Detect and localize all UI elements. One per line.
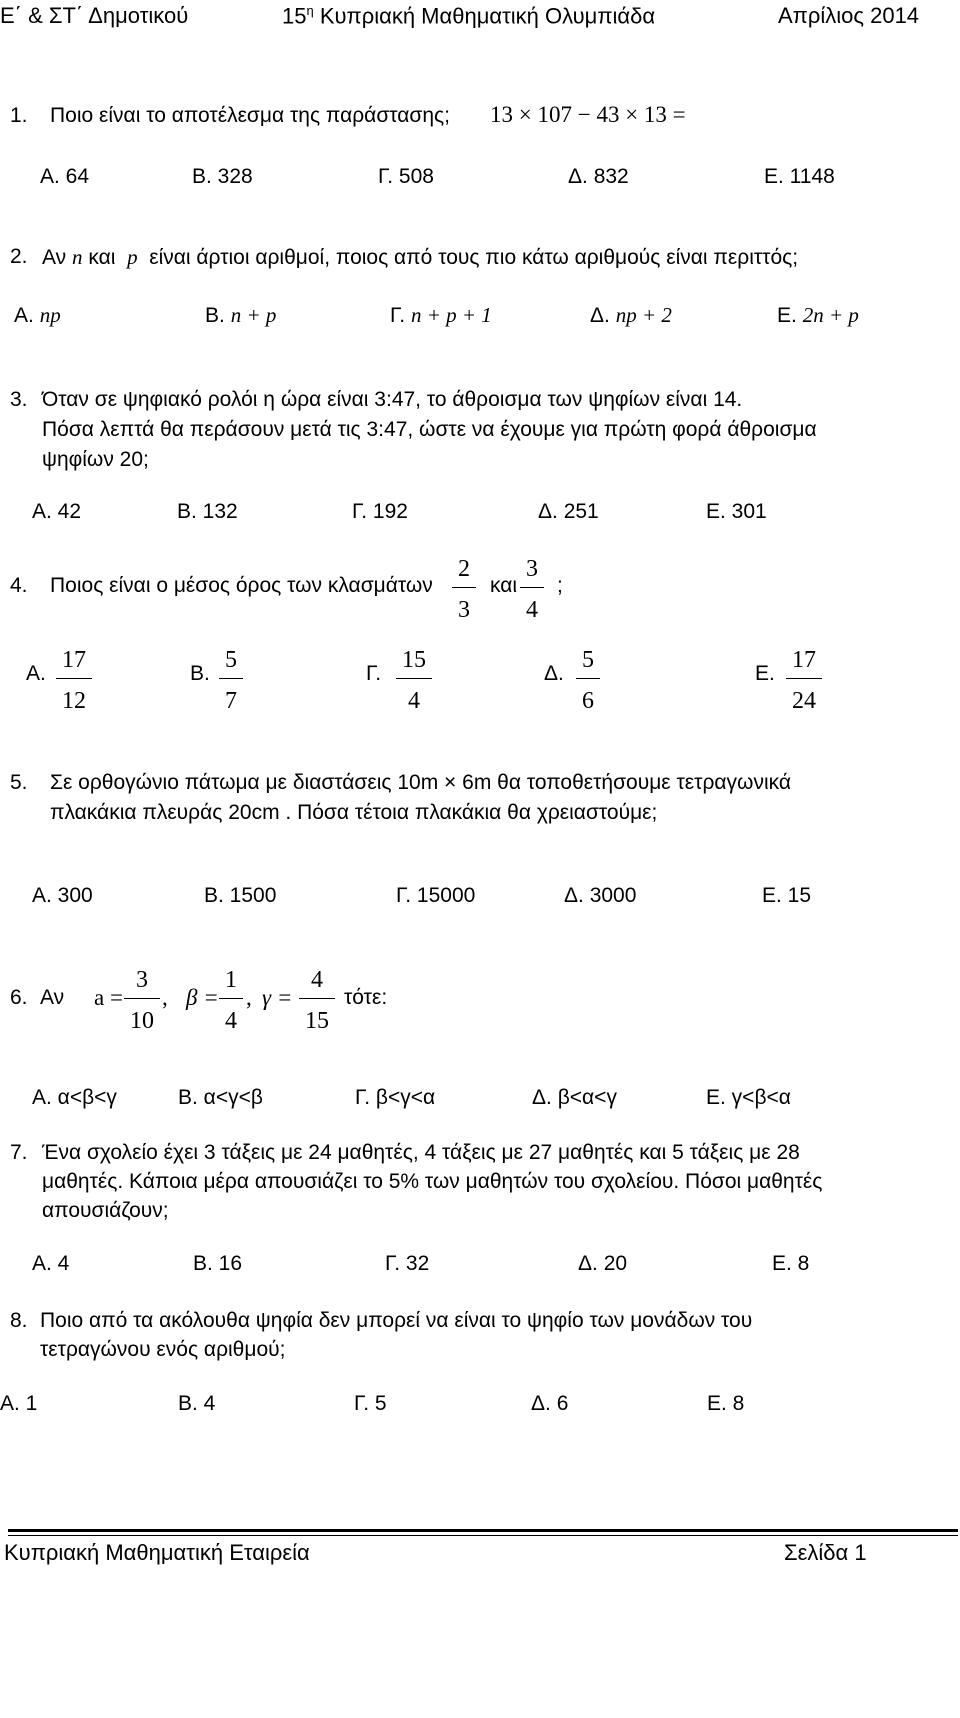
fraction-numerator: 17 (62, 647, 86, 673)
q7-option-c: Γ. 32 (385, 1252, 430, 1275)
q6-a-fraction (124, 968, 160, 1033)
q5-option-b: Β. 1500 (204, 884, 277, 907)
q6-post: τότε: (344, 986, 388, 1009)
q6-a-var: a = (94, 985, 123, 1010)
fraction-numerator: 4 (311, 967, 323, 993)
q1-text: Ποιο είναι το αποτέλεσμα της παράστασης; (50, 104, 451, 127)
fraction-denominator: 10 (130, 1008, 154, 1034)
q4-option-e-fraction (786, 648, 822, 713)
q2-option-a (14, 303, 61, 328)
footer-society: Κυπριακή Μαθηματική Εταιρεία (4, 1540, 310, 1565)
q2-option-d (590, 303, 672, 328)
q4-option-d-fraction (576, 648, 600, 713)
olympiad-title: Κυπριακή Μαθηματική Ολυμπιάδα (313, 3, 656, 29)
q7-option-e: Ε. 8 (772, 1252, 810, 1275)
q3-line-2: Πόσα λεπτά θα περάσουν μετά τις 3:47, ώστε να έχουμε για πρώτη φορά άθροισμα (42, 418, 817, 441)
q7-number: 7. (10, 1141, 28, 1164)
fraction-numerator: 2 (458, 556, 470, 582)
q4-option-a-fraction (56, 648, 92, 713)
q6-b-fraction (219, 968, 243, 1033)
q2-post: είναι άρτιοι αριθμοί, ποιος από τους πιο κάτω αριθμούς είναι περιττός; (149, 246, 799, 269)
q6-b-var: β = (186, 985, 219, 1010)
q6-comma-1: , (162, 985, 168, 1010)
q2-pre: Αν (42, 246, 67, 269)
q7-line-1: Ένα σχολείο έχει 3 τάξεις με 24 μαθητές, 4 τάξεις με 27 μαθητές και 5 τάξεις με 28 (42, 1141, 800, 1164)
q2-var-p: p (127, 245, 138, 269)
fraction-numerator: 3 (136, 967, 148, 993)
q4-option-c-label: Γ. (366, 662, 382, 685)
fraction-denominator: 4 (526, 597, 538, 623)
q6-number: 6. (10, 986, 28, 1009)
q6-comma-2: , (246, 985, 252, 1010)
q8-option-d: Δ. 6 (531, 1392, 569, 1415)
fraction-denominator: 4 (408, 688, 420, 714)
q8-option-c: Γ. 5 (354, 1392, 387, 1415)
q4-option-b-label: Β. (190, 662, 210, 685)
q6-option-c: Γ. β<γ<α (355, 1086, 436, 1109)
fraction-denominator: 6 (582, 688, 594, 714)
q6-g-var: γ = (262, 985, 293, 1010)
q4-question-mark: ; (557, 574, 563, 597)
fraction-numerator: 3 (526, 556, 538, 582)
q1-option-e: Ε. 1148 (764, 165, 835, 188)
q1-option-a: Α. 64 (40, 165, 90, 188)
q2-option-d-expr: np + 2 (615, 303, 672, 327)
q5-option-c: Γ. 15000 (396, 884, 476, 907)
q2-option-a-expr: np (39, 303, 61, 327)
fraction-denominator: 12 (62, 688, 86, 714)
q8-option-e: Ε. 8 (707, 1392, 745, 1415)
fraction-denominator: 15 (305, 1008, 329, 1034)
q5-option-e: Ε. 15 (762, 884, 812, 907)
q1-number: 1. (10, 104, 28, 127)
q6-option-a: Α. α<β<γ (32, 1086, 117, 1109)
q1-option-c: Γ. 508 (378, 165, 434, 188)
header-date: Απρίλιος 2014 (778, 3, 920, 28)
q3-line-1: Όταν σε ψηφιακό ρολόι η ώρα είναι 3:47, το άθροισμα των ψηφίων είναι 14. (42, 388, 743, 411)
footer-rule-thin (8, 1535, 958, 1536)
header-grade: Ε΄ & ΣΤ΄ Δημοτικού (0, 3, 189, 28)
q2-option-b (205, 303, 276, 328)
q5-option-a: Α. 300 (32, 884, 93, 907)
q8-option-a: Α. 1 (0, 1392, 38, 1415)
fraction-denominator: 3 (458, 597, 470, 623)
q8-number: 8. (10, 1309, 28, 1332)
q3-option-c: Γ. 192 (352, 500, 408, 523)
q5-line-2: πλακάκια πλευράς 20cm . Πόσα τέτοια πλακάκια θα χρειαστούμε; (50, 801, 658, 824)
q2-option-e-label: Ε. (777, 304, 797, 327)
olympiad-number: 15 (282, 3, 307, 29)
q5-number: 5. (10, 771, 28, 794)
q8-line-1: Ποιο από τα ακόλουθα ψηφία δεν μπορεί να είναι το ψηφίο των μονάδων του (40, 1309, 753, 1332)
fraction-denominator: 24 (792, 688, 816, 714)
q2-option-a-label: Α. (14, 304, 34, 327)
fraction-numerator: 17 (792, 647, 816, 673)
footer-rule-thick (8, 1529, 958, 1532)
q2-option-c-expr: n + p + 1 (410, 303, 492, 327)
q2-option-b-expr: n + p (230, 303, 277, 327)
q2-option-e-expr: 2n + p (802, 303, 859, 327)
fraction-numerator: 15 (402, 647, 426, 673)
q4-option-c-fraction (396, 648, 432, 713)
q1-option-b: Β. 328 (192, 165, 253, 188)
header-olympiad (282, 3, 655, 29)
q4-number: 4. (10, 574, 28, 597)
q2-option-b-label: Β. (205, 304, 225, 327)
q7-option-d: Δ. 20 (578, 1252, 628, 1275)
q4-fraction-1 (452, 557, 476, 622)
q3-line-3: ψηφίων 20; (42, 448, 149, 471)
q4-fraction-2 (520, 557, 544, 622)
q7-option-a: Α. 4 (32, 1252, 70, 1275)
q2-text (42, 245, 798, 270)
q6-option-b: Β. α<γ<β (178, 1086, 263, 1109)
footer-page-number: Σελίδα 1 (784, 1540, 867, 1565)
q2-number: 2. (10, 245, 28, 268)
q3-option-e: Ε. 301 (706, 500, 767, 523)
q2-var-n: n (71, 245, 83, 269)
q3-option-d: Δ. 251 (538, 500, 599, 523)
fraction-numerator: 5 (225, 647, 237, 673)
q8-line-2: τετραγώνου ενός αριθμού; (40, 1338, 286, 1361)
fraction-numerator: 5 (582, 647, 594, 673)
q4-option-e-label: Ε. (755, 662, 775, 685)
q7-line-3: απουσιάζουν; (42, 1199, 169, 1222)
q2-mid: και (88, 246, 116, 269)
fraction-denominator: 7 (225, 688, 237, 714)
q6-pre: Αν (40, 986, 65, 1009)
q4-option-a-label: Α. (26, 662, 46, 685)
q7-line-2: μαθητές. Κάποια μέρα απουσιάζει το 5% των μαθητών του σχολείου. Πόσοι μαθητές (42, 1170, 823, 1193)
fraction-numerator: 1 (225, 967, 237, 993)
q3-option-a: Α. 42 (32, 500, 82, 523)
q7-option-b: Β. 16 (193, 1252, 243, 1275)
q6-g-fraction (299, 968, 335, 1033)
q2-option-c (390, 303, 492, 328)
q2-option-e (777, 303, 859, 328)
q4-option-b-fraction (219, 648, 243, 713)
q6-option-d: Δ. β<α<γ (532, 1086, 617, 1109)
q1-expression: 13 × 107 − 43 × 13 = (490, 102, 686, 127)
q5-line-1: Σε ορθογώνιο πάτωμα με διαστάσεις 10m × 6m θα τοποθετήσουμε τετραγωνικά (50, 771, 791, 794)
q2-option-c-label: Γ. (390, 304, 406, 327)
q8-option-b: Β. 4 (178, 1392, 216, 1415)
q6-option-e: Ε. γ<β<α (706, 1086, 791, 1109)
q4-and: και (490, 574, 518, 597)
q2-option-d-label: Δ. (590, 304, 610, 327)
olympiad-superscript: η (306, 3, 314, 18)
q5-option-d: Δ. 3000 (564, 884, 637, 907)
q4-option-d-label: Δ. (544, 662, 564, 685)
q3-number: 3. (10, 388, 28, 411)
q3-option-b: Β. 132 (177, 500, 238, 523)
q4-text: Ποιος είναι ο μέσος όρος των κλασμάτων (50, 574, 433, 597)
fraction-denominator: 4 (225, 1008, 237, 1034)
q1-option-d: Δ. 832 (568, 165, 629, 188)
